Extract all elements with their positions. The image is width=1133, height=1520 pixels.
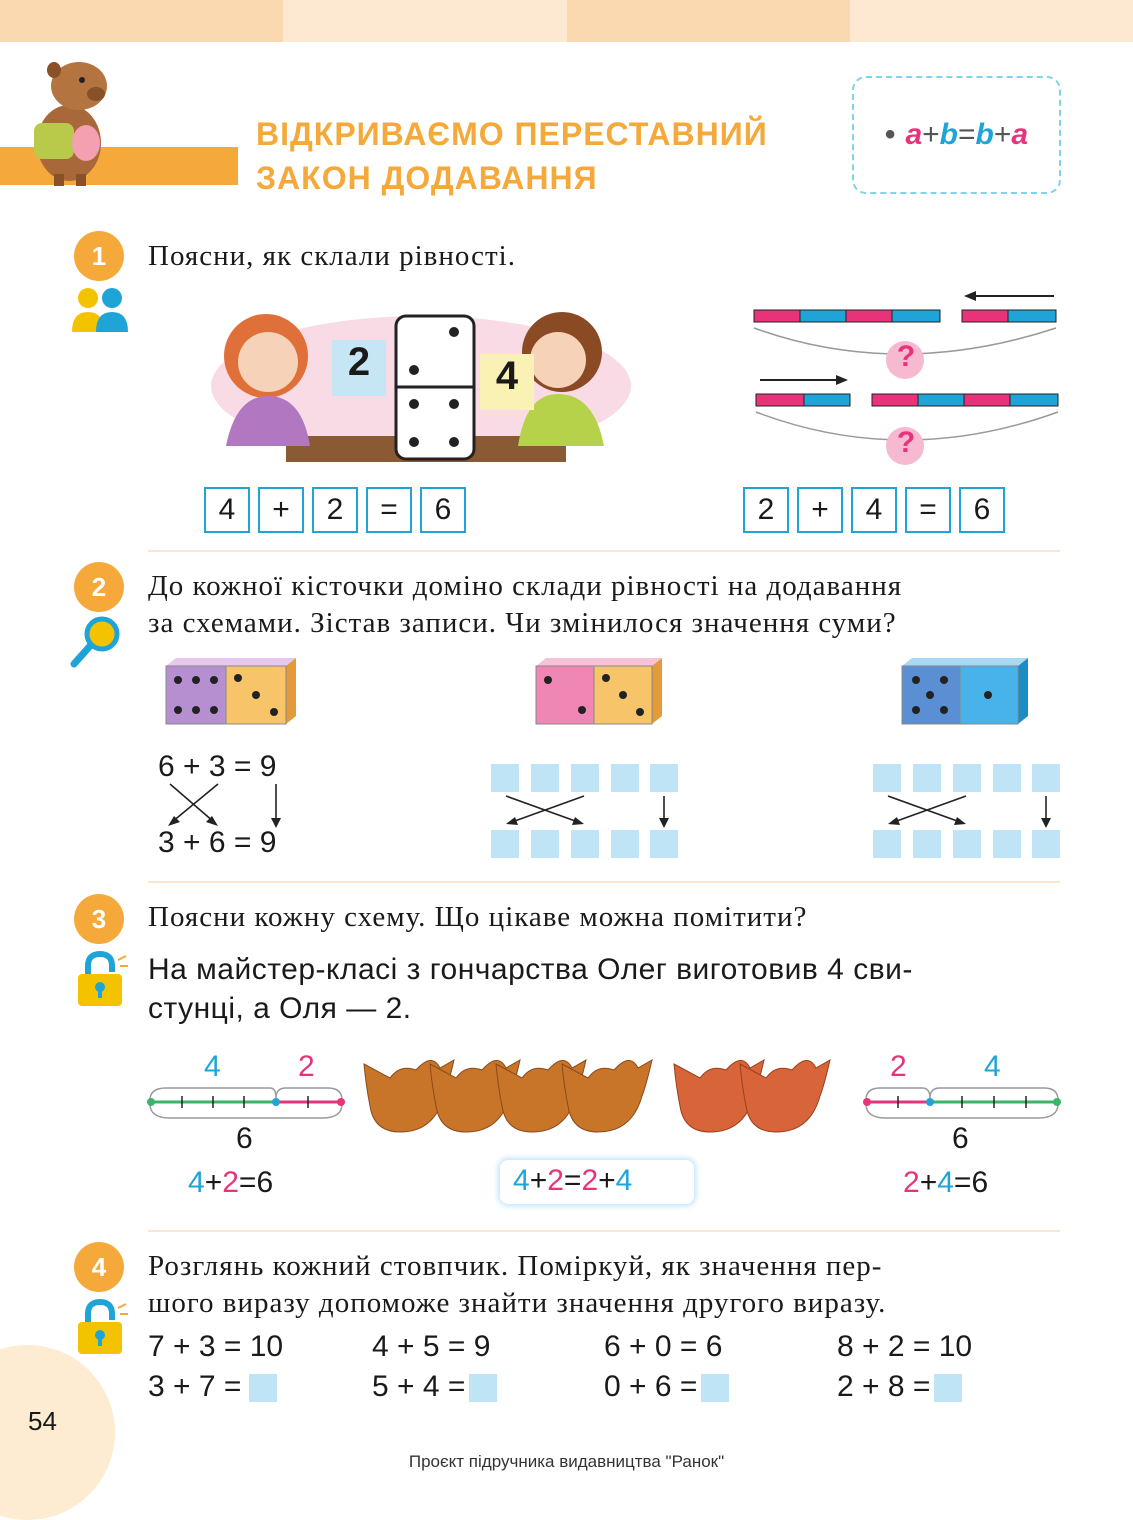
left-eq-a: 4	[188, 1166, 205, 1199]
scheme2-top-3	[571, 764, 599, 792]
pair-work-icon	[70, 286, 130, 334]
scheme2-top-2	[531, 764, 559, 792]
left-segment-scheme	[146, 1082, 350, 1126]
scheme3-top-2	[913, 764, 941, 792]
left-eq-b: 2	[222, 1166, 239, 1199]
rule-a1: a	[905, 118, 923, 151]
task3-number: 3	[74, 894, 124, 944]
eq-left-box-5: 6	[420, 487, 466, 533]
right-eq-eq: =	[953, 1166, 972, 1199]
top-band-4	[850, 0, 1133, 42]
eq-right-box-4: =	[905, 487, 951, 533]
rule-eq: =	[957, 118, 976, 151]
scheme2-top-5	[650, 764, 678, 792]
task2-text-line2: за схемами. Зістав записи. Чи змінилося значення суми?	[148, 607, 897, 639]
left-eq-op: +	[204, 1166, 223, 1199]
scheme2-top-1	[491, 764, 519, 792]
scheme2-swap-arrows	[500, 792, 680, 830]
rule-b1: b	[939, 118, 958, 151]
eq-right-box-5: 6	[959, 487, 1005, 533]
left-seg-a-label: 4	[204, 1050, 221, 1083]
task3-story-line1: На майстер-класі з гончарства Олег виготовив 4 сви-	[148, 953, 913, 986]
task2-text	[148, 568, 902, 642]
right-seg-b-label: 4	[984, 1050, 1001, 1083]
card-right-number: 4	[495, 354, 519, 398]
left-equation	[188, 1166, 273, 1200]
task3-story-line2: стунці, а Оля — 2.	[148, 992, 412, 1025]
task3-story	[148, 950, 913, 1028]
lock-icon	[74, 950, 130, 1008]
scheme2-bottom-2	[531, 830, 559, 858]
top-band-2	[283, 0, 567, 42]
scheme3-bottom-3	[953, 830, 981, 858]
middle-eq-b: 2	[547, 1164, 564, 1197]
task4-text-line2: шого виразу допоможе знайти значення другого виразу.	[148, 1287, 887, 1319]
left-total-label: 6	[236, 1122, 253, 1155]
domino-block-2	[532, 658, 664, 726]
scheme3-top-4	[993, 764, 1021, 792]
scheme2-bottom-5	[650, 830, 678, 858]
eq-right-box-2: +	[797, 487, 843, 533]
question-mark-bottom: ?	[896, 426, 916, 459]
right-segment-scheme	[862, 1082, 1066, 1126]
eq-left-box-1: 4	[204, 487, 250, 533]
domino-block-3	[898, 658, 1030, 726]
task4-text-line1: Розглянь кожний стовпчик. Поміркуй, як значення пер-	[148, 1250, 883, 1282]
rule-plus2: +	[993, 118, 1012, 151]
task2-text-line1: До кожної кісточки доміно склади рівності на додавання	[148, 570, 903, 602]
col1-second: 3 + 7 =	[148, 1370, 242, 1403]
scheme3-bottom-5	[1032, 830, 1060, 858]
col4-first: 8 + 2 = 10	[837, 1330, 973, 1363]
right-eq-op: +	[919, 1166, 938, 1199]
right-eq-b: 4	[937, 1166, 954, 1199]
task4-text	[148, 1248, 886, 1322]
card-left-number: 2	[347, 340, 371, 384]
col2-answer-box[interactable]	[469, 1374, 497, 1402]
left-eq-eq: =	[238, 1166, 257, 1199]
right-total-label: 6	[952, 1122, 969, 1155]
page-title-line1: ВІДКРИВАЄМО ПЕРЕСТАВНИЙ	[256, 116, 768, 152]
task3-text: Поясни кожну схему. Що цікаве можна помітити?	[148, 901, 808, 933]
eq-right-box-1: 2	[743, 487, 789, 533]
capybara-mascot-icon	[24, 48, 114, 188]
col2-second: 5 + 4 =	[372, 1370, 466, 1403]
page-title	[256, 112, 768, 200]
middle-eq-eq: =	[563, 1164, 582, 1197]
col3-second: 0 + 6 =	[604, 1370, 698, 1403]
scheme2-top-4	[611, 764, 639, 792]
kids-domino-illustration	[206, 296, 636, 466]
scheme3-top-1	[873, 764, 901, 792]
col3-answer-box[interactable]	[701, 1374, 729, 1402]
task2-example-top: 6 + 3 = 9	[158, 750, 277, 783]
col4-answer-box[interactable]	[934, 1374, 962, 1402]
left-eq-r: 6	[256, 1166, 274, 1199]
task2-example-bottom: 3 + 6 = 9	[158, 826, 277, 859]
left-seg-b-label: 2	[298, 1050, 315, 1083]
page-corner-decoration	[0, 1345, 115, 1520]
middle-eq-a: 4	[513, 1164, 530, 1197]
scheme2-bottom-3	[571, 830, 599, 858]
middle-eq-op2: +	[598, 1164, 616, 1197]
scheme3-bottom-1	[873, 830, 901, 858]
scheme3-swap-arrows	[882, 792, 1062, 830]
right-eq-r: 6	[971, 1166, 989, 1199]
rule-a2: a	[1011, 118, 1029, 151]
col2-first: 4 + 5 = 9	[372, 1330, 491, 1363]
task1-text: Поясни, як склали рівності.	[148, 240, 516, 272]
scheme2-bottom-1	[491, 830, 519, 858]
clay-whistles-illustration	[360, 1046, 836, 1138]
separator-3	[148, 1230, 1060, 1232]
separator-2	[148, 881, 1060, 883]
scheme3-top-3	[953, 764, 981, 792]
commutative-rule-box	[852, 76, 1061, 194]
page-title-line2: ЗАКОН ДОДАВАННЯ	[256, 160, 598, 196]
page-number: 54	[28, 1406, 57, 1436]
col1-first: 7 + 3 = 10	[148, 1330, 284, 1363]
scheme3-top-5	[1032, 764, 1060, 792]
eq-right-box-3: 4	[851, 487, 897, 533]
rule-bullet: •	[884, 118, 896, 151]
separator-1	[148, 550, 1060, 552]
eq-left-box-3: 2	[312, 487, 358, 533]
scheme2-bottom-4	[611, 830, 639, 858]
scheme3-bottom-2	[913, 830, 941, 858]
rule-plus1: +	[922, 118, 940, 151]
right-equation	[903, 1166, 988, 1200]
col3-first: 6 + 0 = 6	[604, 1330, 723, 1363]
rule-b2: b	[975, 118, 994, 151]
magnifier-icon	[68, 614, 124, 670]
col4-second: 2 + 8 =	[837, 1370, 931, 1403]
middle-eq-c: 2	[581, 1164, 599, 1197]
top-band-1	[0, 0, 283, 42]
task4-number: 4	[74, 1242, 124, 1292]
publisher-credit: Проєкт підручника видавництва "Ранок"	[408, 1452, 725, 1471]
middle-eq-d: 4	[615, 1164, 633, 1197]
eq-left-box-4: =	[366, 487, 412, 533]
eq-left-box-2: +	[258, 487, 304, 533]
task2-number: 2	[74, 562, 124, 612]
example-swap-arrows	[160, 780, 290, 830]
scheme3-bottom-4	[993, 830, 1021, 858]
right-seg-a-label: 2	[890, 1050, 907, 1083]
right-eq-a: 2	[903, 1166, 920, 1199]
middle-equation	[513, 1164, 632, 1198]
question-mark-top: ?	[896, 340, 916, 373]
col1-answer-box[interactable]	[249, 1374, 277, 1402]
top-band-3	[567, 0, 850, 42]
domino-block-1	[162, 658, 298, 726]
middle-eq-op1: +	[529, 1164, 548, 1197]
lock-icon-task4	[74, 1298, 130, 1356]
task1-number: 1	[74, 231, 124, 281]
